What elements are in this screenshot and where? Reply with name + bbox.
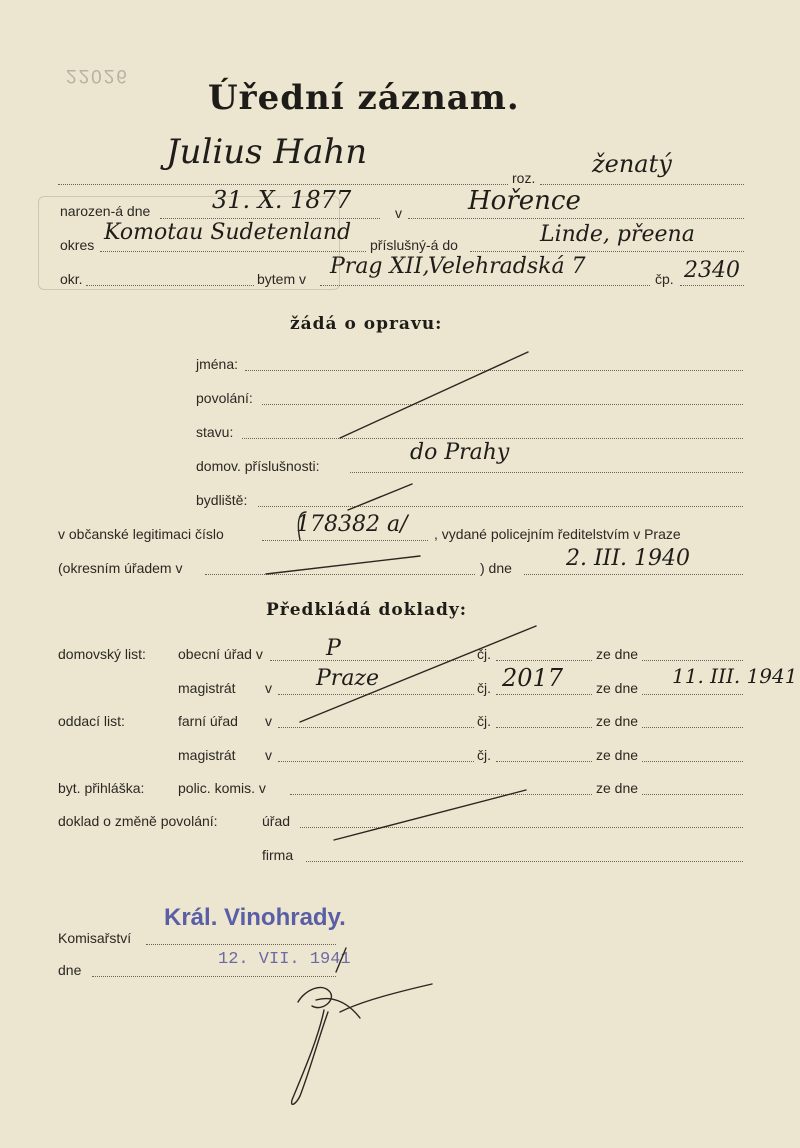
hw-issue-date: 2. III. 1940	[566, 546, 691, 571]
office-stamp: Král. Vinohrady.	[164, 904, 346, 931]
ze-dne-label-1: ze dne	[596, 646, 639, 662]
magistrat-label-1: magistrát	[178, 680, 236, 696]
label-okres: okres	[60, 237, 95, 253]
label-bytem: bytem v	[257, 271, 307, 287]
hw-birth-place: Hořence	[468, 186, 581, 216]
farni-urad-label: farní úřad	[178, 713, 238, 729]
oprava-stavu: stavu:	[196, 424, 234, 440]
page-title: Úřední záznam.	[208, 78, 520, 118]
hw-domov: do Prahy	[410, 440, 510, 465]
label-prislusny: příslušný-á do	[370, 237, 458, 253]
domovsky-list-label: domovský list:	[58, 646, 146, 662]
farni-v: v	[265, 713, 272, 729]
ze-dne-label-2: ze dne	[596, 680, 639, 696]
cj-label-2: čj.	[477, 680, 491, 696]
label-roz: roz.	[512, 170, 536, 186]
urad-label: úřad	[262, 813, 291, 829]
hw-domicile: Linde, přeena	[540, 222, 695, 247]
date-stamp: 12. VII. 1941	[218, 950, 351, 969]
hw-magistrat-place: Praze	[316, 666, 380, 691]
polic-komis-label: polic. komis. v	[178, 780, 266, 796]
doklad-zmene-label: doklad o změně povolání:	[58, 813, 218, 829]
strike-obecni	[300, 626, 536, 722]
hw-magistrat-date: 11. III. 1941	[672, 664, 798, 688]
dne-label: dne	[58, 962, 82, 978]
oprava-povolani: povolání:	[196, 390, 253, 406]
hw-residence-street: Velehradská 7	[428, 254, 586, 279]
ze-dne-label-5: ze dne	[596, 780, 639, 796]
label-narozen: narozen-á dne	[60, 203, 151, 219]
label-cp: čp.	[655, 271, 674, 287]
oprava-jmena: jména:	[196, 356, 239, 372]
strike-komisarstvi	[336, 948, 346, 972]
section-doklady: Předkládá doklady:	[266, 600, 468, 620]
strike-opravu	[340, 352, 528, 438]
ze-dne-label-4: ze dne	[596, 747, 639, 763]
legitimace-label: v občanské legitimaci číslo	[58, 526, 224, 542]
hw-birth-date: 31. X. 1877	[212, 186, 352, 214]
hw-roz: ženatý	[592, 150, 672, 178]
strike-okresnim	[266, 556, 420, 574]
hw-legitimace-number: 178382 a/	[296, 512, 408, 537]
hw-cp: 2340	[684, 258, 740, 283]
oprava-domov: domov. příslušnosti:	[196, 458, 320, 474]
hw-district: Komotau Sudetenland	[104, 220, 352, 245]
label-v: v	[395, 205, 402, 221]
hw-residence-city: Prag XII,	[330, 254, 430, 279]
cj-label-1: čj.	[477, 646, 491, 662]
hw-domovsky-v: P	[326, 636, 341, 661]
okresnim-label: (okresním úřadem v	[58, 560, 183, 576]
oprava-bydliste: bydliště:	[196, 492, 248, 508]
strike-bydliste	[348, 484, 412, 510]
firma-label: firma	[262, 847, 294, 863]
legitimace-issued: , vydané policejním ředitelstvím v Praze	[434, 526, 681, 542]
obecni-urad-label: obecní úřad v	[178, 646, 263, 662]
section-opravu: žádá o opravu:	[290, 314, 443, 334]
komisarstvi-label: Komisařství	[58, 930, 132, 946]
magistrat-label-2: magistrát	[178, 747, 236, 763]
okresnim-dne: ) dne	[480, 560, 512, 576]
label-okr: okr.	[60, 271, 83, 287]
strike-byt	[334, 790, 526, 840]
ze-dne-label-3: ze dne	[596, 713, 639, 729]
hw-name: Julius Hahn	[166, 132, 368, 172]
hw-magistrat-cj: 2017	[502, 664, 564, 692]
byt-prihlaska-label: byt. přihláška:	[58, 780, 145, 796]
oddaci-list-label: oddací list:	[58, 713, 125, 729]
cj-label-3: čj.	[477, 713, 491, 729]
signature-icon	[292, 984, 432, 1104]
bracket-legitimace	[298, 512, 306, 540]
serial-number: 22026	[66, 65, 129, 86]
magistrat-v-1: v	[265, 680, 272, 696]
cj-label-4: čj.	[477, 747, 491, 763]
magistrat-v-2: v	[265, 747, 272, 763]
